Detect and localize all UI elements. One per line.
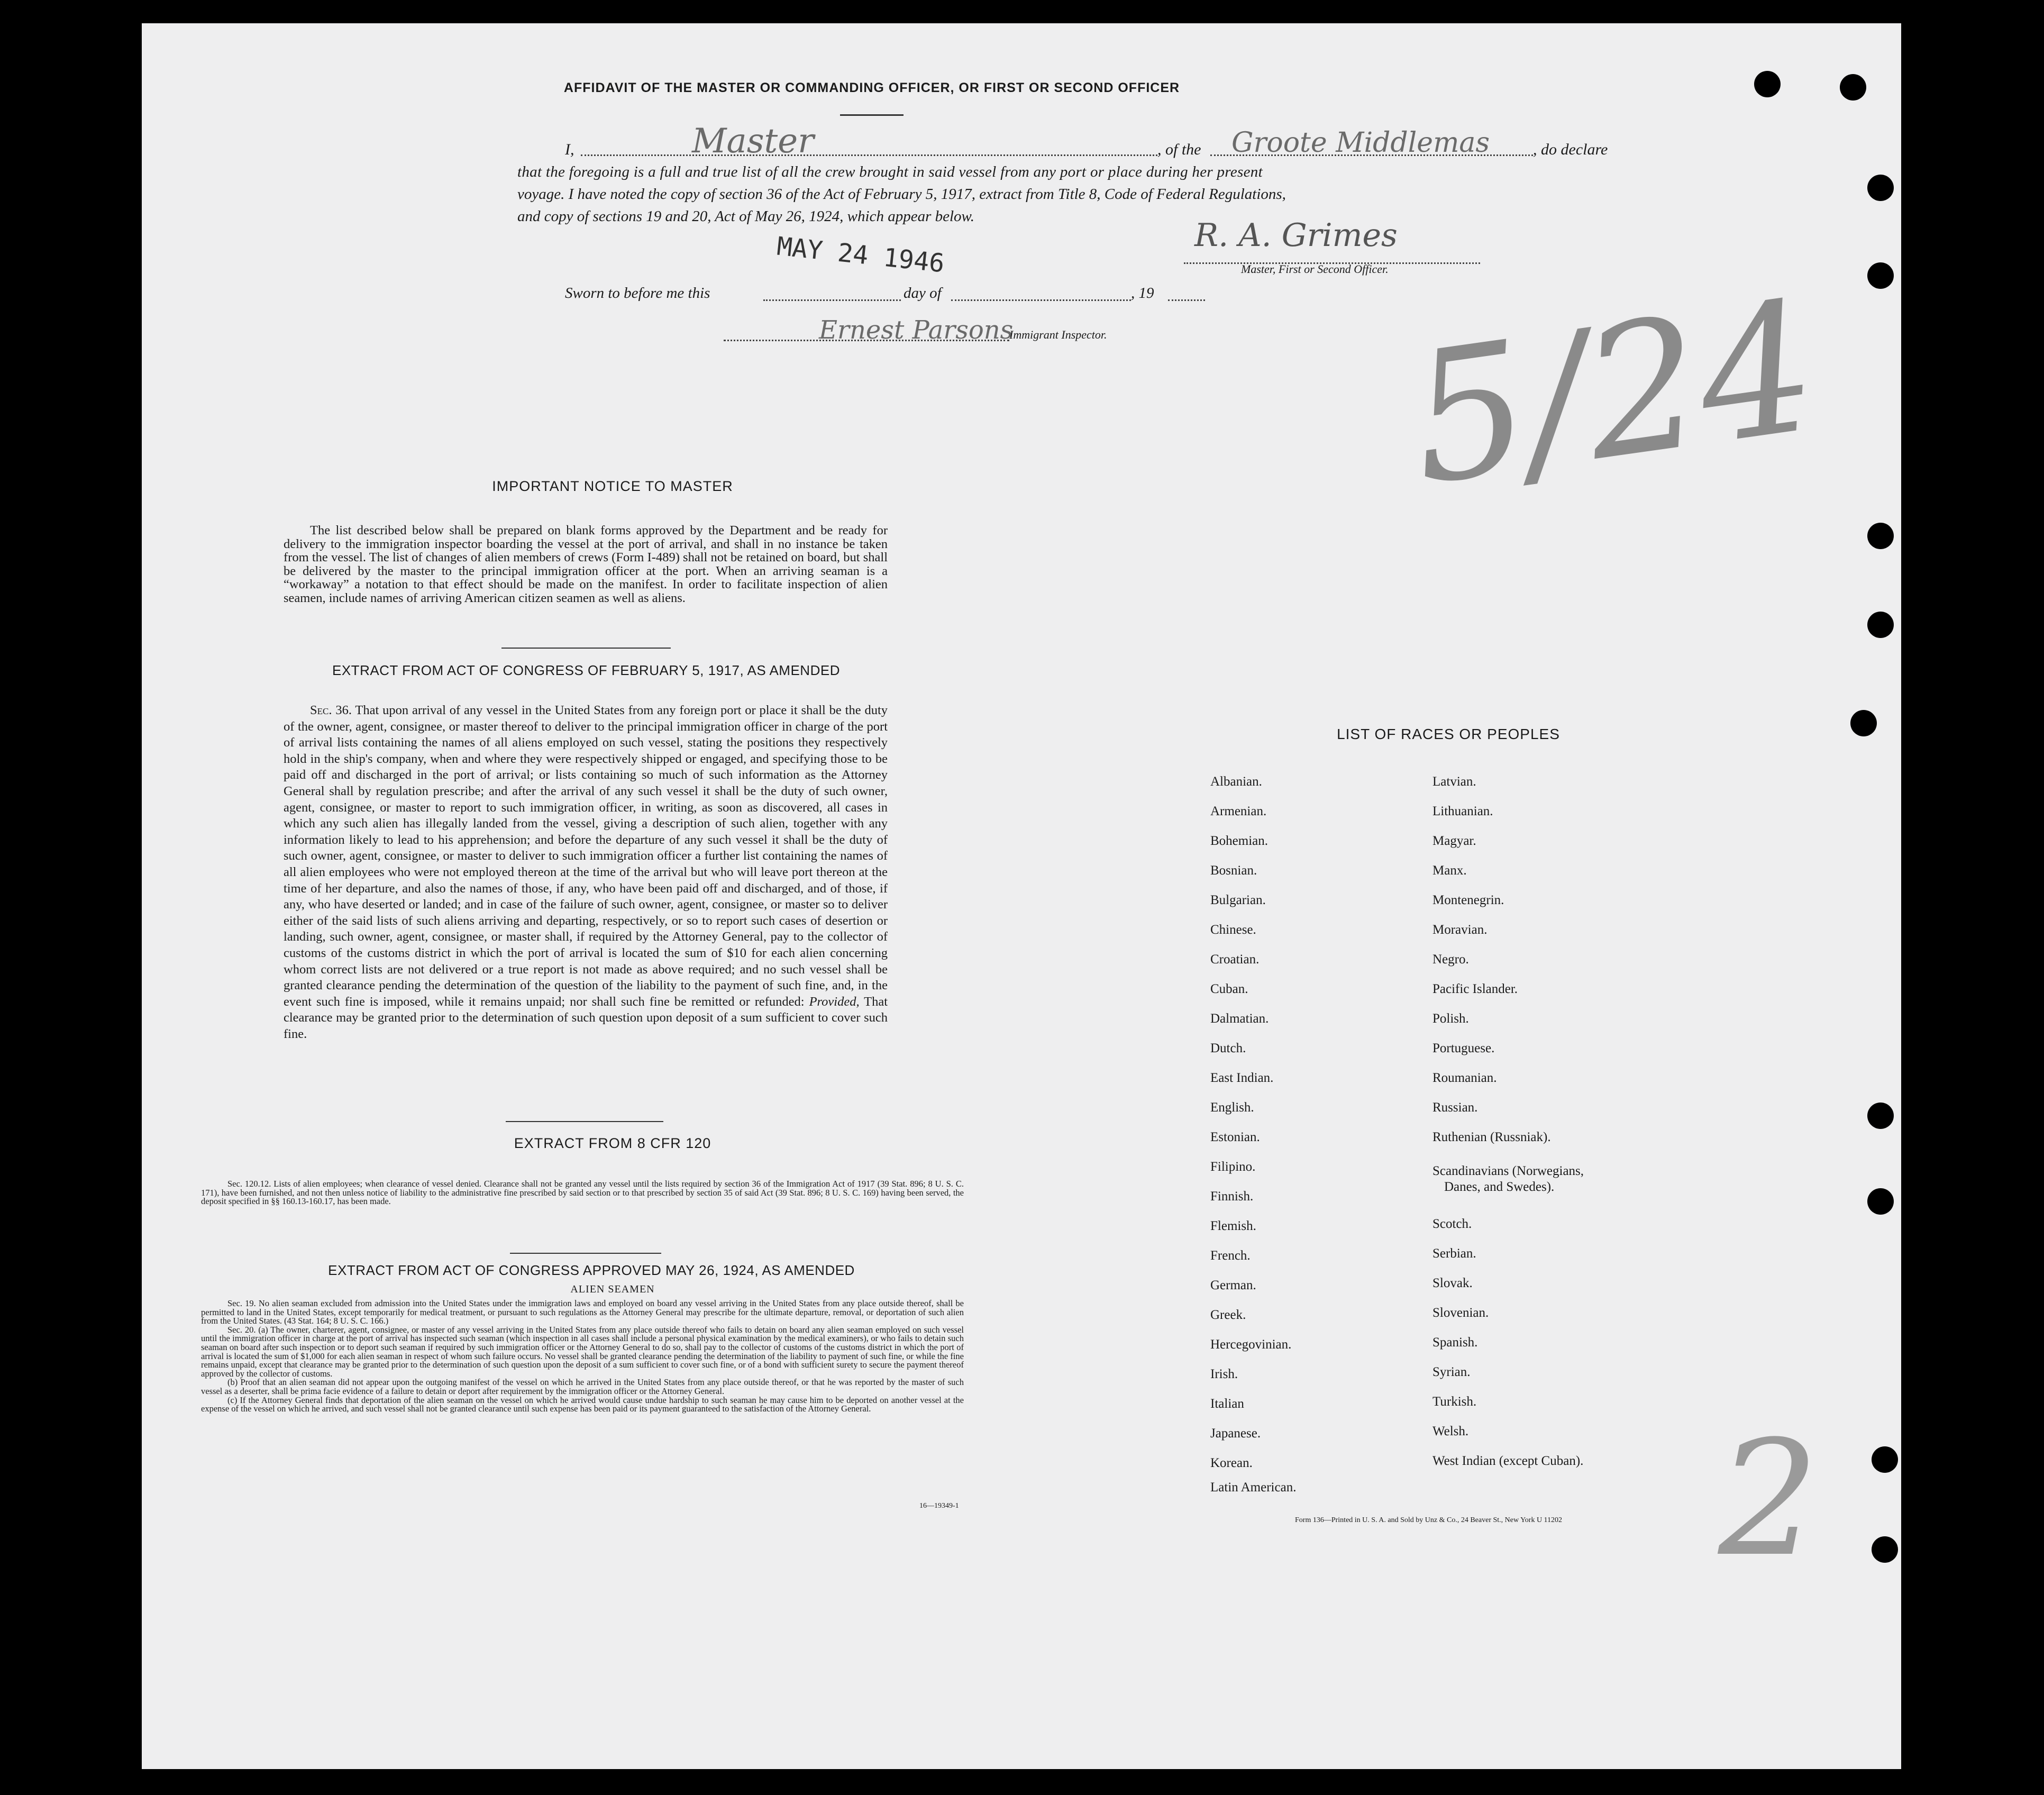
pencil-date-annotation: 5/24 bbox=[1399, 261, 1828, 526]
extract-1917-body bbox=[284, 703, 888, 1042]
affidavit-title: AFFIDAVIT OF THE MASTER OR COMMANDING OFFICER, OR FIRST OR SECOND OFFICER bbox=[563, 80, 1180, 95]
inspector-signature: Ernest Parsons bbox=[819, 315, 1014, 345]
name-fill-line bbox=[581, 154, 1157, 156]
notice-title: IMPORTANT NOTICE TO MASTER bbox=[492, 478, 733, 494]
race-item: English. bbox=[1210, 1100, 1254, 1115]
race-item: Montenegrin. bbox=[1432, 893, 1504, 907]
sec-36-text-end: That clearance may be granted prior to the determination of such question upon deposit of a sum sufficient to cover such fine. bbox=[284, 994, 888, 1041]
inspector-line bbox=[724, 340, 1009, 341]
master-signature: R. A. Grimes bbox=[1194, 217, 1398, 254]
sworn-year-line bbox=[1168, 299, 1205, 301]
race-item: Filipino. bbox=[1210, 1160, 1256, 1174]
punch-hole bbox=[1840, 74, 1866, 101]
race-item: Slovenian. bbox=[1432, 1306, 1489, 1320]
sworn-day-of: day of bbox=[904, 285, 942, 302]
race-item: Cuban. bbox=[1210, 982, 1248, 996]
race-item: German. bbox=[1210, 1278, 1256, 1292]
race-item: Korean. bbox=[1210, 1456, 1253, 1470]
punch-hole bbox=[1867, 175, 1894, 201]
sworn-day-line bbox=[763, 299, 901, 301]
race-item: Portuguese. bbox=[1432, 1041, 1495, 1055]
sec-20b-text: (b) Proof that an alien seaman did not appear upon the outgoing manifest of the vessel on which he arrived in the United States from any place outside thereof, or that he was reported by the master of such vessel as a deserter, shall be prima facie evidence of a failure to detain or deport after requirement by the immigration officer or the Attorney General. bbox=[201, 1377, 964, 1396]
sec-20c-text: (c) If the Attorney General finds that deportation of the alien seaman on the vessel on which he arrived would cause undue hardship to such seaman he may cause him to be deported on another vessel at the expense of the vessel on which he arrived, and such vessel shall not be granted clearance until such expense has been paid or its payment guaranteed to the satisfaction of the Attorney General. bbox=[201, 1395, 964, 1414]
race-item: Russian. bbox=[1432, 1100, 1478, 1115]
sec-19-text: Sec. 19. No alien seaman excluded from admission into the United States under the immigration laws and employed on board any vessel arriving in the United States from any place outside thereof, shall be permitted to land in the United States, except temporarily for medical treatment, or pursuant to such regulations as the Attorney General may prescribe for the ultimate departure, removal, or deportation of such alien from the United States. (43 Stat. 164; 8 U. S. C. 166.) bbox=[201, 1298, 964, 1326]
race-item: Slovak. bbox=[1432, 1276, 1473, 1290]
punch-hole bbox=[1867, 523, 1894, 549]
race-item: Greek. bbox=[1210, 1308, 1246, 1322]
pencil-number-annotation: 2 bbox=[1718, 1407, 1819, 1591]
sworn-prefix: Sworn to before me this bbox=[565, 285, 710, 302]
punch-hole bbox=[1850, 710, 1877, 736]
sec-36-label: Sec. 36. bbox=[310, 703, 352, 717]
race-item: Irish. bbox=[1210, 1367, 1238, 1381]
race-item: Spanish. bbox=[1432, 1335, 1478, 1350]
section-rule bbox=[501, 648, 671, 649]
extract-1924-body bbox=[201, 1299, 964, 1414]
race-item: Roumanian. bbox=[1432, 1071, 1497, 1085]
sec-36-text: That upon arrival of any vessel in the United States from any foreign port or place it shall be the duty of the owner, agent, consignee, or master thereof to deliver to the principal immigration officer in charge of the port of arrival lists containing the names of all aliens employed on such vessel, stating the positions they respectively hold in the ship's company, when and where they were respectively shipped or engaged, and specifying those to be paid off and discharged in the port of arrival; or lists containing so much of such information as the Attorney General shall by regulation prescribe; and after the arrival of any such vessel it shall be the duty of such owner, agent, consignee, or master to report to such immigration officer, in writing, as soon as discovered, all cases in which any such alien has illegally landed from the vessel, giving a description of such alien, together with any information likely to lead to his apprehension; and before the departure of any such vessel it shall be the duty of such owner, agent, consignee, or master to deliver to such immigration officer a further list containing the names of all alien employees who were not employed thereon at the time of the arrival but who will leave port thereon at the time of her departure, and also the names of those, if any, who have been paid off and discharged, and of those, if any, who have deserted or landed; and in case of the failure of such owner, agent, consignee, or master so to deliver either of the said lists of such aliens arriving and departing, respectively, or so to report such cases of desertion or landing, such owner, agent, consignee, or master shall, if required by the Attorney General, pay to the collector of customs of the customs district in which the port of arrival is located the sum of $10 for each alien concerning whom correct lists are not delivered or a true report is not made as above required; and no such vessel shall be granted clearance pending the determination of the question of the liability to the payment of such fine, and, in the event such fine is imposed, while it remains unpaid; nor shall such fine be remitted or refunded: bbox=[284, 703, 888, 1009]
race-item: Syrian. bbox=[1432, 1365, 1471, 1379]
notice-body: The list described below shall be prepared on blank forms approved by the Department and be ready for delivery to the immigration inspector boarding the vessel at the port of arrival, and shall in no instance be taken from the vessel. The list of changes of alien members of crews (Form I-489) shall not be retained on board, but shall be delivered by the master to the principal immigration officer at the port. When an arriving seaman is a “workaway” a notation to that effect should be made on the manifest. In order to facilitate inspection of alien seamen, include names of arriving American citizen seamen as well as aliens. bbox=[284, 523, 888, 605]
race-item: Italian bbox=[1210, 1397, 1244, 1411]
race-item: Dalmatian. bbox=[1210, 1012, 1269, 1026]
punch-hole bbox=[1867, 262, 1894, 289]
race-item: Finnish. bbox=[1210, 1189, 1254, 1204]
race-item: Magyar. bbox=[1432, 834, 1476, 848]
race-item: Negro. bbox=[1432, 952, 1469, 967]
date-stamp: MAY 24 1946 bbox=[775, 231, 946, 279]
affidavit-of-the: , of the bbox=[1157, 141, 1201, 158]
race-item: Welsh. bbox=[1432, 1424, 1469, 1438]
race-item: Flemish. bbox=[1210, 1219, 1256, 1233]
race-item: West Indian (except Cuban). bbox=[1432, 1454, 1584, 1468]
cfr-body: Sec. 120.12. Lists of alien employees; when clearance of vessel denied. Clearance shall not be granted any vessel until the lists required by section 36 of the Immigration Act of 1917 (39 Stat. 896; 8 U. S. C. 171), have been furnished, and not then unless notice of liability to the administrative fine prescribed by said section or to that prescribed by section 35 of said Act (39 Stat. 896; 8 U. S. C. 169) having been served, the deposit specified in §§ 160.13-160.17, has been made. bbox=[201, 1179, 964, 1207]
race-item: Dutch. bbox=[1210, 1041, 1246, 1055]
race-item: Danes, and Swedes). bbox=[1444, 1180, 1555, 1194]
form-footer: Form 136—Printed in U. S. A. and Sold by Unz & Co., 24 Beaver St., New York U 11202 bbox=[1295, 1516, 1563, 1524]
race-item: Polish. bbox=[1432, 1012, 1469, 1026]
punch-hole bbox=[1867, 1188, 1894, 1215]
punch-hole bbox=[1872, 1446, 1898, 1473]
race-item: Japanese. bbox=[1210, 1426, 1261, 1441]
race-item: Turkish. bbox=[1432, 1395, 1477, 1409]
title-rule bbox=[840, 114, 904, 116]
race-item: Bosnian. bbox=[1210, 863, 1257, 878]
race-item: Hercegovinian. bbox=[1210, 1337, 1292, 1352]
race-item: Pacific Islander. bbox=[1432, 982, 1518, 996]
race-item: Armenian. bbox=[1210, 804, 1267, 818]
race-item: Scotch. bbox=[1432, 1217, 1472, 1231]
race-item: Albanian. bbox=[1210, 775, 1262, 789]
cfr-title: EXTRACT FROM 8 CFR 120 bbox=[514, 1135, 711, 1151]
sec-36-provided: Provided, bbox=[809, 994, 860, 1009]
punch-hole bbox=[1872, 1536, 1898, 1563]
document-page bbox=[142, 23, 1901, 1769]
affidavit-line3: voyage. I have noted the copy of section 36 of the Act of February 5, 1917, extract from Title 8, Code of Federal Regulations, bbox=[517, 186, 1286, 203]
inspector-caption: Immigrant Inspector. bbox=[1009, 328, 1107, 341]
section-rule bbox=[510, 1253, 661, 1254]
race-item: French. bbox=[1210, 1249, 1251, 1263]
race-item: East Indian. bbox=[1210, 1071, 1274, 1085]
print-code: 16—19349-1 bbox=[919, 1502, 959, 1510]
vessel-name-handwritten: Groote Middlemas bbox=[1231, 127, 1490, 159]
race-item: Ruthenian (Russniak). bbox=[1432, 1130, 1551, 1144]
alien-seamen-subtitle: ALIEN SEAMEN bbox=[570, 1283, 655, 1295]
signature-caption: Master, First or Second Officer. bbox=[1241, 262, 1389, 276]
race-item: Serbian. bbox=[1432, 1246, 1476, 1261]
master-handwritten: Master bbox=[692, 122, 814, 161]
punch-hole bbox=[1754, 71, 1781, 97]
race-item: Chinese. bbox=[1210, 923, 1256, 937]
race-item: Latin American. bbox=[1210, 1480, 1297, 1495]
section-rule bbox=[506, 1121, 663, 1122]
punch-hole bbox=[1867, 1102, 1894, 1129]
race-item: Latvian. bbox=[1432, 775, 1476, 789]
sec-20a-text: Sec. 20. (a) The owner, charterer, agent, consignee, or master of any vessel arriving in the United States from any place outside thereof who fails to detain on board any alien seaman employed on such vessel until the immigration officer in charge at the port of arrival has inspected such seaman (which inspection in all cases shall include a personal physical examination by the medical examiners), or who fails to detain such seaman on board after such inspection or to deport such seaman if required by such immigration officer or the Attorney General to do so, shall pay to the collector of customs of the customs district in which the port of arrival is located the sum of $1,000 for each alien seaman in respect of whom such failure occurs. No vessel shall be granted clearance pending the determination of the liability to payment of such fine, or while the fine remains unpaid, except that clearance may be granted prior to the determination of such question upon the deposit of a sum sufficient to cover such fine, or of a bond with sufficient surety to secure the payment thereof approved by the collector of customs. bbox=[201, 1324, 964, 1379]
race-item: Lithuanian. bbox=[1432, 804, 1493, 818]
race-item: Estonian. bbox=[1210, 1130, 1260, 1144]
affidavit-line1-prefix: I, bbox=[565, 141, 574, 158]
extract-1917-title: EXTRACT FROM ACT OF CONGRESS OF FEBRUARY 5, 1917, AS AMENDED bbox=[332, 662, 840, 678]
race-item: Manx. bbox=[1432, 863, 1467, 878]
race-item: Bohemian. bbox=[1210, 834, 1269, 848]
affidavit-do-declare: , do declare bbox=[1533, 141, 1608, 158]
extract-1924-title: EXTRACT FROM ACT OF CONGRESS APPROVED MAY 26, 1924, AS AMENDED bbox=[328, 1262, 855, 1278]
races-title: LIST OF RACES OR PEOPLES bbox=[1337, 726, 1560, 742]
sworn-month-line bbox=[951, 299, 1131, 301]
affidavit-line2: that the foregoing is a full and true list of all the crew brought in said vessel from any port or place during her present bbox=[517, 163, 1263, 180]
race-item: Bulgarian. bbox=[1210, 893, 1266, 907]
race-item: Scandinavians (Norwegians, bbox=[1432, 1164, 1584, 1178]
punch-hole bbox=[1867, 612, 1894, 638]
sworn-year: , 19 bbox=[1131, 285, 1154, 302]
race-item: Croatian. bbox=[1210, 952, 1260, 967]
affidavit-line4: and copy of sections 19 and 20, Act of May 26, 1924, which appear below. bbox=[517, 208, 974, 225]
race-item: Moravian. bbox=[1432, 923, 1488, 937]
